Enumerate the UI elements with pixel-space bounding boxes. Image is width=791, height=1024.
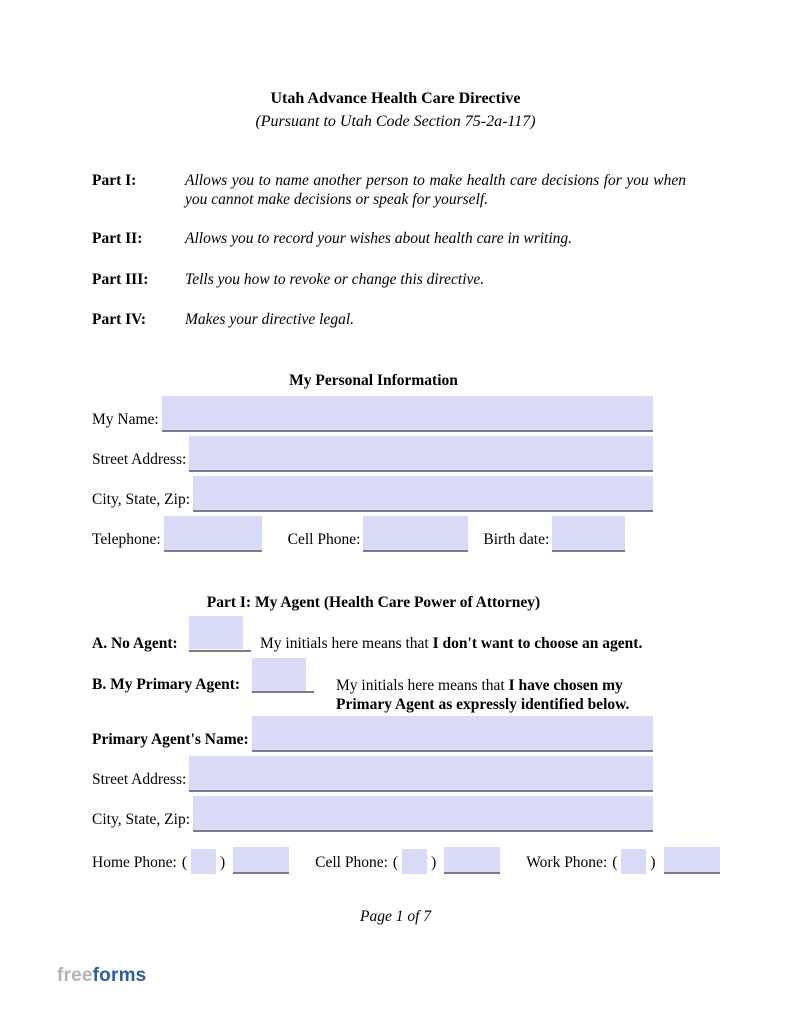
- no-agent-label: A. No Agent:: [92, 635, 178, 652]
- personal-phones-row: [92, 516, 653, 552]
- birth-date-field[interactable]: [552, 516, 625, 552]
- agent-city-row: [92, 796, 653, 832]
- my-name-field[interactable]: [162, 396, 653, 432]
- no-agent-statement-bold: I don't want to choose an agent.: [432, 635, 643, 652]
- no-agent-statement-regular: My initials here means that: [260, 635, 433, 652]
- part-iii-label: Part III:: [92, 271, 149, 288]
- part-iv-description: Makes your directive legal.: [185, 311, 355, 328]
- work-phone-area-field[interactable]: [621, 849, 646, 874]
- work-phone-close-paren: ): [650, 854, 656, 871]
- part-i-summary-row: [92, 171, 686, 209]
- primary-agent-initials-underline: [252, 658, 314, 693]
- home-phone-area-field[interactable]: [191, 849, 216, 874]
- part-i-label: Part I:: [92, 172, 137, 189]
- home-phone-close-paren: ): [219, 854, 226, 871]
- work-phone-label: Work Phone:: [526, 854, 608, 871]
- home-phone-open-paren: (: [181, 854, 187, 871]
- no-agent-initials-underline: [189, 616, 251, 652]
- part-ii-summary-row: [92, 229, 686, 248]
- personal-info-heading: My Personal Information: [289, 372, 458, 389]
- agent-cell-phone-label: Cell Phone:: [315, 854, 388, 871]
- document-subtitle: (Pursuant to Utah Code Section 75-2a-117): [255, 113, 536, 130]
- primary-agent-initials-field[interactable]: [252, 658, 306, 691]
- primary-agent-statement: [336, 676, 654, 714]
- part-i-description: Allows you to name another person to make health care decisions for you when you cannot make decisions or speak for yourself.: [185, 172, 686, 208]
- agent-name-label: Primary Agent's Name:: [92, 731, 249, 748]
- personal-street-field[interactable]: [189, 436, 653, 472]
- home-phone-label: Home Phone:: [92, 854, 177, 871]
- cell-phone-open-paren: (: [392, 854, 399, 871]
- birth-date-label: Birth date:: [483, 531, 550, 548]
- primary-agent-statement-bold: I have chosen my Primary Agent as expressly identified below.: [336, 677, 630, 713]
- no-agent-initials-field[interactable]: [189, 616, 243, 649]
- part-iii-description: Tells you how to revoke or change this directive.: [185, 271, 485, 288]
- cell-phone-area-field[interactable]: [402, 849, 427, 874]
- personal-city-label: City, State, Zip:: [92, 491, 191, 508]
- freeforms-logo: [57, 965, 146, 987]
- page-indicator: Page 1 of 7: [359, 908, 432, 925]
- part-iii-summary-row: [92, 270, 686, 289]
- personal-city-field[interactable]: [193, 476, 653, 512]
- agent-name-row: [92, 716, 653, 752]
- agent-street-field[interactable]: [189, 756, 653, 792]
- home-phone-number-field[interactable]: [233, 847, 289, 874]
- primary-agent-row: [92, 656, 655, 714]
- cell-phone-number-field[interactable]: [444, 847, 500, 874]
- personal-city-row: [92, 476, 653, 512]
- agent-street-label: Street Address:: [92, 771, 187, 788]
- telephone-field[interactable]: [164, 516, 262, 552]
- part-iv-label: Part IV:: [92, 311, 147, 328]
- logo-forms-text: forms: [92, 965, 147, 986]
- part-iv-summary-row: [92, 310, 686, 329]
- agent-city-label: City, State, Zip:: [92, 811, 191, 828]
- cell-phone-field[interactable]: [363, 516, 468, 552]
- agent-name-field[interactable]: [252, 716, 653, 752]
- work-phone-open-paren: (: [612, 854, 618, 871]
- agent-city-field[interactable]: [193, 796, 653, 832]
- telephone-label: Telephone:: [92, 531, 161, 548]
- cell-phone-close-paren: ): [431, 854, 437, 871]
- no-agent-row: [92, 616, 655, 654]
- agent-phones-row: [92, 847, 656, 874]
- work-phone-number-field[interactable]: [664, 847, 720, 874]
- no-agent-statement: [260, 635, 642, 653]
- logo-free-text: free: [57, 965, 93, 986]
- part-ii-label: Part II:: [92, 230, 143, 247]
- primary-agent-statement-regular: My initials here means that: [336, 677, 509, 694]
- my-name-label: My Name:: [92, 411, 159, 428]
- agent-section-heading: Part I: My Agent (Health Care Power of Attorney): [206, 594, 541, 611]
- cell-phone-label: Cell Phone:: [287, 531, 361, 548]
- agent-street-row: [92, 756, 653, 792]
- personal-street-row: [92, 436, 653, 472]
- my-name-row: [92, 396, 653, 432]
- document-title: Utah Advance Health Care Directive: [270, 90, 521, 107]
- part-ii-description: Allows you to record your wishes about health care in writing.: [185, 230, 573, 247]
- primary-agent-label: B. My Primary Agent:: [92, 676, 241, 693]
- personal-street-label: Street Address:: [92, 451, 187, 468]
